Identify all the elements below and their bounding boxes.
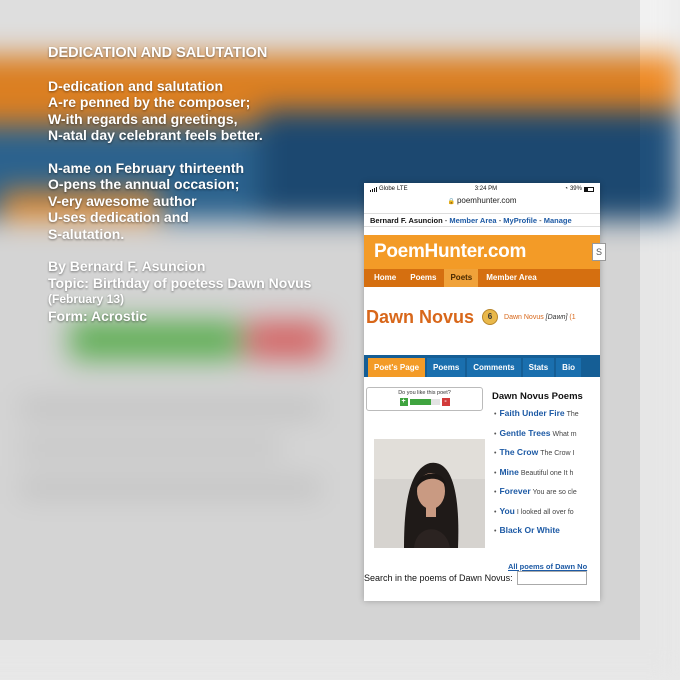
list-item[interactable]: • Black Or White xyxy=(494,525,560,535)
poems-list-title: Dawn Novus Poems xyxy=(492,391,583,402)
poem-search xyxy=(364,570,587,586)
clock: 3:24 PM xyxy=(474,186,498,192)
nav-home[interactable]: Home xyxy=(374,273,397,282)
network-label: LTE xyxy=(397,186,408,192)
list-item[interactable]: • The Crow The Crow I xyxy=(494,447,575,457)
phone-screenshot xyxy=(364,183,603,601)
like-meter xyxy=(410,399,440,405)
manage-link[interactable]: Manage xyxy=(543,216,572,225)
poem-line: O-pens the annual occasion; xyxy=(48,176,240,192)
list-item[interactable]: • Faith Under Fire The xyxy=(494,408,579,418)
poem-byline: By Bernard F. Asuncion xyxy=(48,258,206,274)
all-poems-link[interactable]: All poems of Dawn No xyxy=(508,562,588,571)
tab-poets-page[interactable]: Poet's Page xyxy=(368,358,425,377)
poem-line: D-edication and salutation xyxy=(48,77,224,94)
search-input[interactable] xyxy=(517,571,587,585)
status-bar xyxy=(364,183,600,195)
poem-topic: Topic: Birthday of poetess Dawn Novus xyxy=(48,274,312,291)
my-profile-link[interactable]: MyProfile xyxy=(503,216,538,225)
poem-block xyxy=(48,45,348,324)
poem-topic-date: (February 13) xyxy=(48,292,125,306)
main-nav xyxy=(364,269,600,287)
poem-link[interactable]: Mine xyxy=(499,466,519,477)
list-item[interactable]: • Gentle Trees What m xyxy=(494,427,577,438)
poet-name: Dawn Novus xyxy=(366,306,475,327)
tab-stats[interactable]: Stats xyxy=(523,358,555,377)
poem-stanza-1 xyxy=(48,78,348,144)
user-name: Bernard F. Asuncion xyxy=(370,216,443,225)
site-header xyxy=(364,235,603,269)
carrier-label: Globe xyxy=(379,186,396,192)
list-item[interactable]: • You I looked all over fo xyxy=(494,505,574,516)
poem-line: S-alutation. xyxy=(48,225,125,242)
like-question: Do you like this poet? xyxy=(398,390,451,396)
poem-line: A-re penned by the composer; xyxy=(48,94,251,110)
like-widget xyxy=(366,387,483,411)
list-item[interactable]: • Forever You are so cle xyxy=(494,486,577,496)
poem-snippet: The xyxy=(566,411,579,418)
tab-bio[interactable]: Bio xyxy=(556,358,581,377)
address-bar[interactable] xyxy=(364,195,600,207)
poem-link[interactable]: Forever xyxy=(499,486,531,496)
poet-tabs xyxy=(364,355,600,377)
dislike-button[interactable]: - xyxy=(442,398,450,406)
poem-meta xyxy=(48,258,348,324)
poem-snippet: Beautiful one It h xyxy=(520,469,574,477)
nav-poets[interactable]: Poets xyxy=(444,269,478,287)
poet-subtitle xyxy=(504,314,576,321)
tab-poems[interactable]: Poems xyxy=(427,358,465,377)
rank-badge: 6 xyxy=(482,309,498,325)
profile-body xyxy=(364,377,600,577)
poet-sub-name: Dawn Novus xyxy=(504,313,544,321)
poet-sub-extra: (1 xyxy=(569,313,576,321)
alarm-icon: ◔ xyxy=(564,186,568,192)
poem-line: N-ame on February thirteenth xyxy=(48,159,245,176)
poem-line: U-ses dedication and xyxy=(48,209,189,225)
site-logo[interactable]: PoemHunter.com xyxy=(374,241,527,262)
poem-link[interactable]: Faith Under Fire xyxy=(499,408,565,418)
like-button[interactable]: + xyxy=(401,398,406,405)
poet-header xyxy=(364,297,600,337)
header-search-box[interactable]: S xyxy=(592,243,606,261)
poet-alias: [Dawn] xyxy=(545,313,568,321)
poem-snippet: You are so cle xyxy=(532,489,577,496)
poem-link[interactable]: You xyxy=(499,505,515,516)
battery-icon xyxy=(584,187,594,192)
nav-member-area[interactable]: Member Area xyxy=(486,273,537,282)
poem-line: N-atal day celebrant feels better. xyxy=(48,127,263,143)
battery-label: 39% xyxy=(569,186,582,192)
poems-list xyxy=(492,391,612,545)
poet-photo xyxy=(374,439,485,548)
tab-comments[interactable]: Comments xyxy=(467,358,520,377)
like-meter-fill xyxy=(410,399,431,405)
signal-icon xyxy=(370,187,377,192)
poem-snippet: I looked all over fo xyxy=(516,508,574,516)
poem-snippet: The Crow I xyxy=(540,450,575,457)
poem-stanza-2 xyxy=(48,160,348,243)
poem-line: W-ith regards and greetings, xyxy=(48,110,238,127)
lock-icon: 🔒 xyxy=(447,199,455,205)
poem-title: DEDICATION AND SALUTATION xyxy=(48,45,268,61)
poem-link[interactable]: Black Or White xyxy=(499,525,560,535)
url-text: poemhunter.com xyxy=(456,196,517,205)
poem-link[interactable]: The Crow xyxy=(499,447,539,457)
user-bar: Bernard F. Asuncion - Member Area - MyProfile - Manage xyxy=(364,213,600,227)
search-label: Search in the poems of Dawn Novus: xyxy=(364,573,513,583)
poem-line: V-ery awesome author xyxy=(48,192,197,209)
poem-link[interactable]: Gentle Trees xyxy=(499,427,551,438)
list-item[interactable]: • Mine Beautiful one It h xyxy=(494,466,574,477)
poem-snippet: What m xyxy=(552,430,577,438)
member-area-link[interactable]: Member Area xyxy=(449,216,497,225)
poem-form: Form: Acrostic xyxy=(48,307,148,324)
nav-poems[interactable]: Poems xyxy=(410,273,437,282)
